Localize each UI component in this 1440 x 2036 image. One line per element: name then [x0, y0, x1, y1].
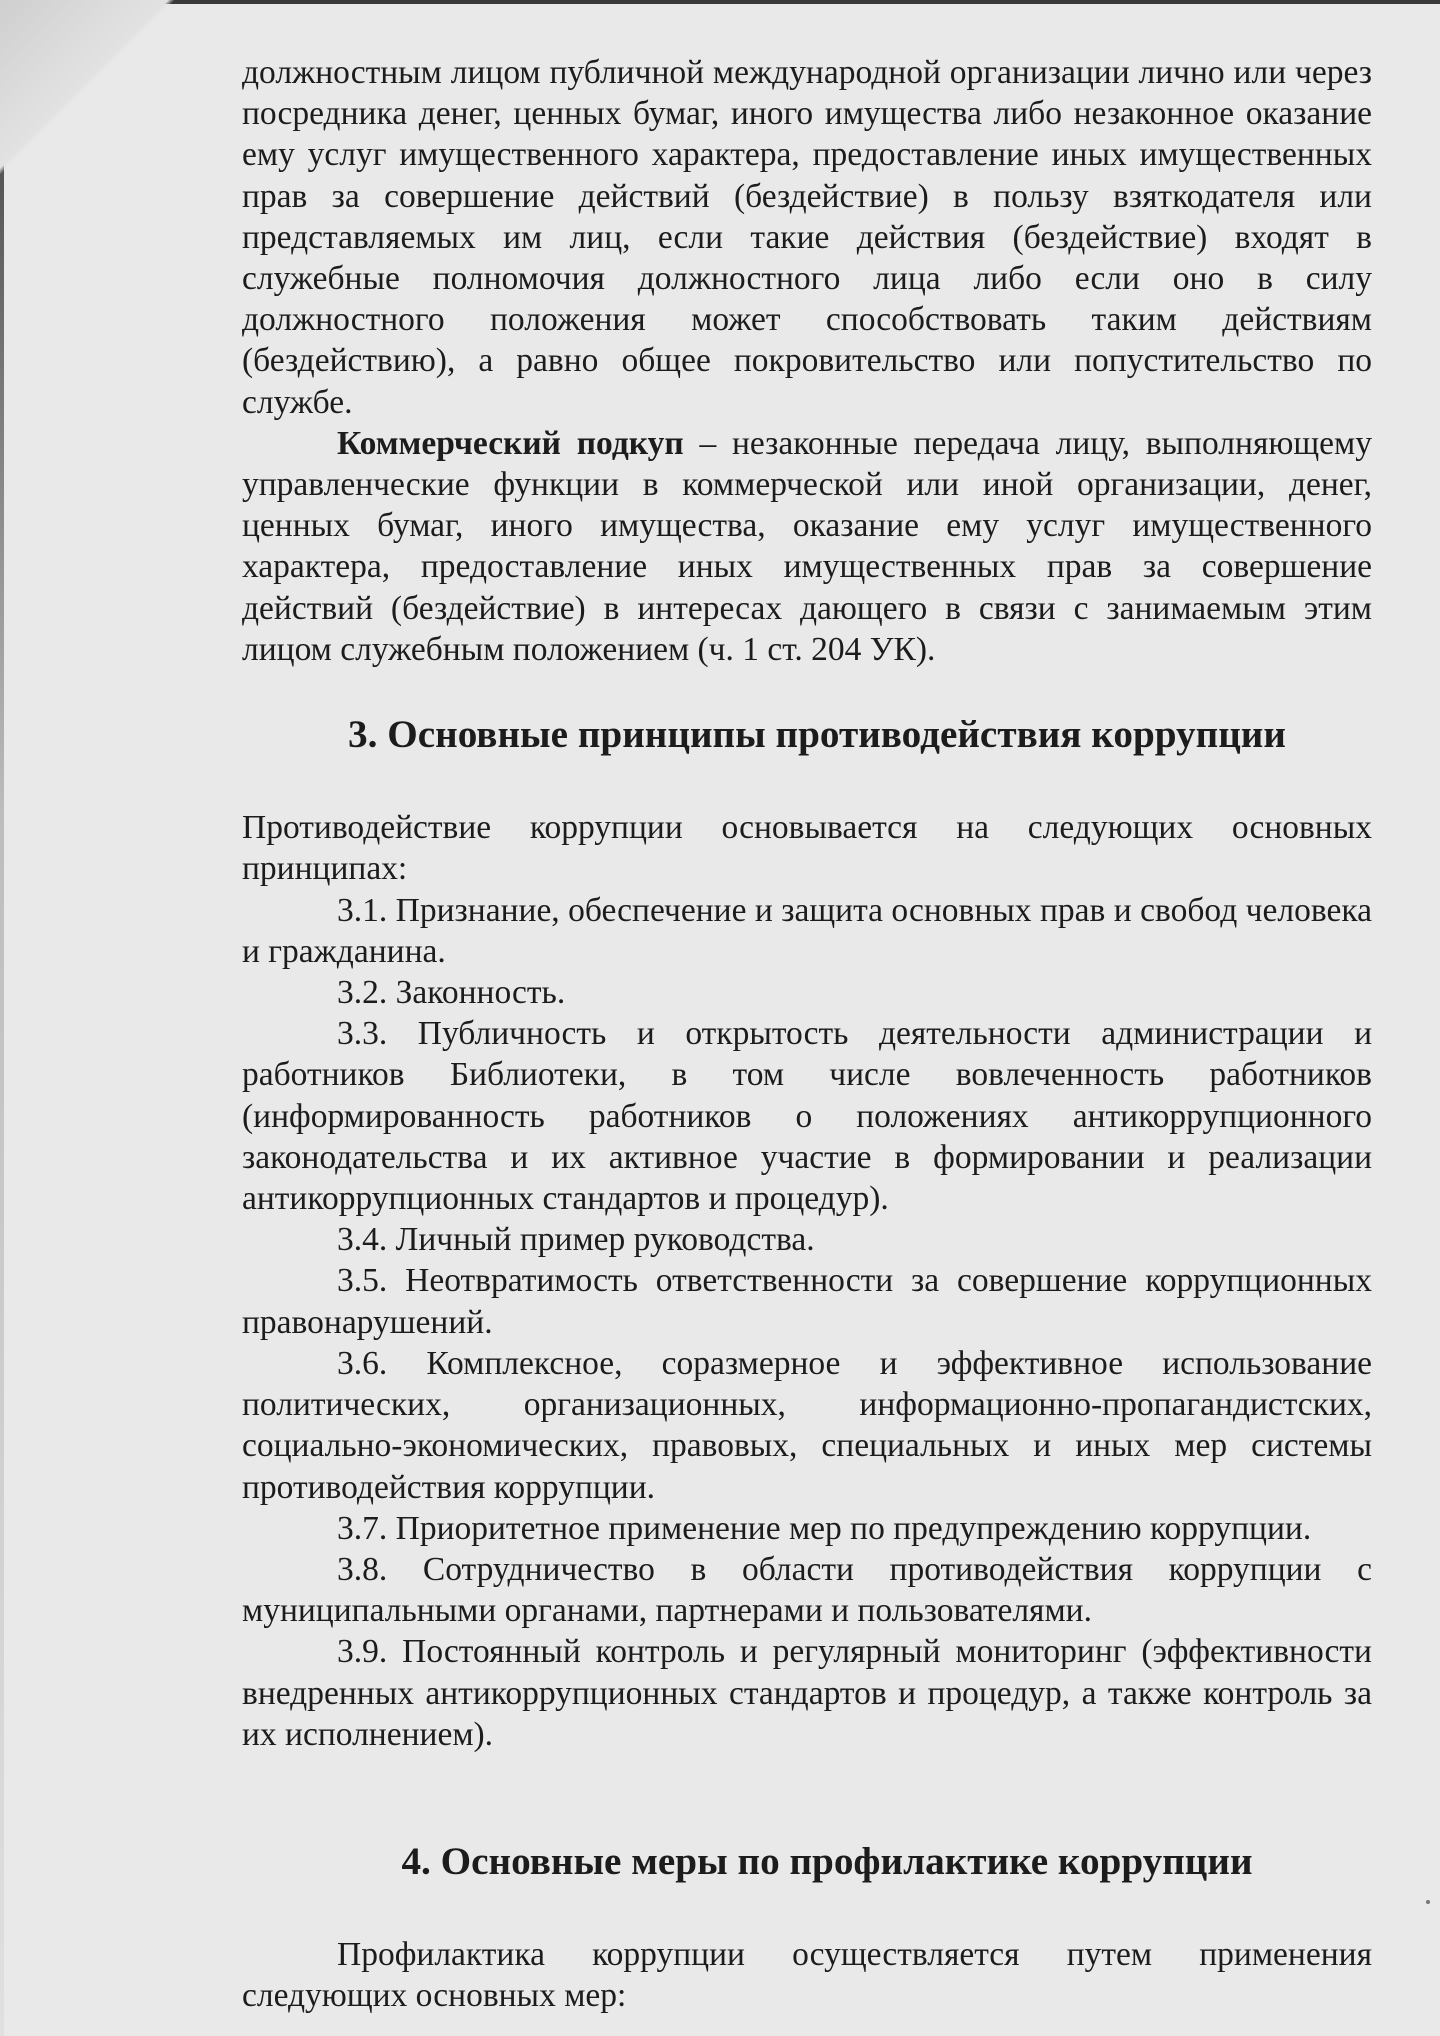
principle-item: 3.4. Личный пример руководства.: [337, 1221, 815, 1259]
commercial-bribery-paragraph: [242, 423, 1372, 670]
section-3-intro: Противодействие коррупции основывается на следующих основных принципах:: [242, 809, 1372, 888]
commercial-bribery-definition: – незаконные передача лицу, выполняющему управленческие функции в коммерческой или иной организации, денег, ценных бумаг, иного имущества, оказание ему услуг имущественного характера, предоставление иных имущественных прав за совершение действий (бездействие) в интересах дающего в связи с занимаемым этим лицом служебным положением (ч. 1 ст. 204 УК).: [242, 424, 1372, 668]
scan-border-left: [0, 0, 4, 2036]
folded-page-corner: [0, 0, 175, 175]
principle-item: 3.8. Сотрудничество в области противодействия коррупции с муниципальными органами, партнерами и пользователями.: [242, 1550, 1372, 1630]
principle-item: 3.6. Комплексное, соразмерное и эффективное использование политических, организационных, информационно-пропагандистских, социально-экономических, правовых, специальных и иных мер системы противодействия коррупции.: [242, 1344, 1372, 1506]
intro-paragraph: должностным лицом публичной международной организации лично или через посредника денег, ценных бумаг, иного имущества либо незаконное оказание ему услуг имущественного характера, предоставление иных имущественных прав за совершение действий (бездействие) в пользу взяткодателя или представляемых им лиц, если такие действия (бездействие) входят в служебные полномочия должностного лица либо если оно в силу должностного положения может способствовать таким действиям (бездействию), а равно общее покровительство или попустительство по службе.: [242, 54, 1372, 421]
section-4-heading: 4. Основные меры по профилактике коррупции: [401, 1839, 1253, 1883]
principle-item: 3.5. Неотвратимость ответственности за совершение коррупционных правонарушений.: [242, 1262, 1372, 1341]
section-3-heading: 3. Основные принципы противодействия коррупции: [348, 713, 1286, 757]
principle-item: 3.1. Признание, обеспечение и защита основных прав и свобод человека и гражданина.: [242, 891, 1372, 970]
section-4-intro: Профилактика коррупции осуществляется путем применения следующих основных мер:: [242, 1936, 1372, 2015]
principle-item: 3.3. Публичность и открытость деятельности администрации и работников Библиотеки, в том числе вовлеченность работников (информированность работников о положениях антикоррупционного законодательства и их активное участие в формировании и реализации антикоррупционных стандартов и процедур).: [242, 1015, 1372, 1218]
scan-border-top: [0, 0, 1440, 4]
term-commercial-bribery: Коммерческий подкуп: [337, 424, 684, 462]
principle-item: 3.7. Приоритетное применение мер по предупреждению коррупции.: [337, 1509, 1312, 1547]
principle-item: 3.9. Постоянный контроль и регулярный мониторинг (эффективности внедренных антикоррупционных стандартов и процедур, а также контроль за их исполнением).: [242, 1633, 1372, 1753]
scan-speck: [1426, 1900, 1430, 1904]
principle-item: 3.2. Законность.: [337, 974, 566, 1012]
document-page: [242, 52, 1372, 2017]
